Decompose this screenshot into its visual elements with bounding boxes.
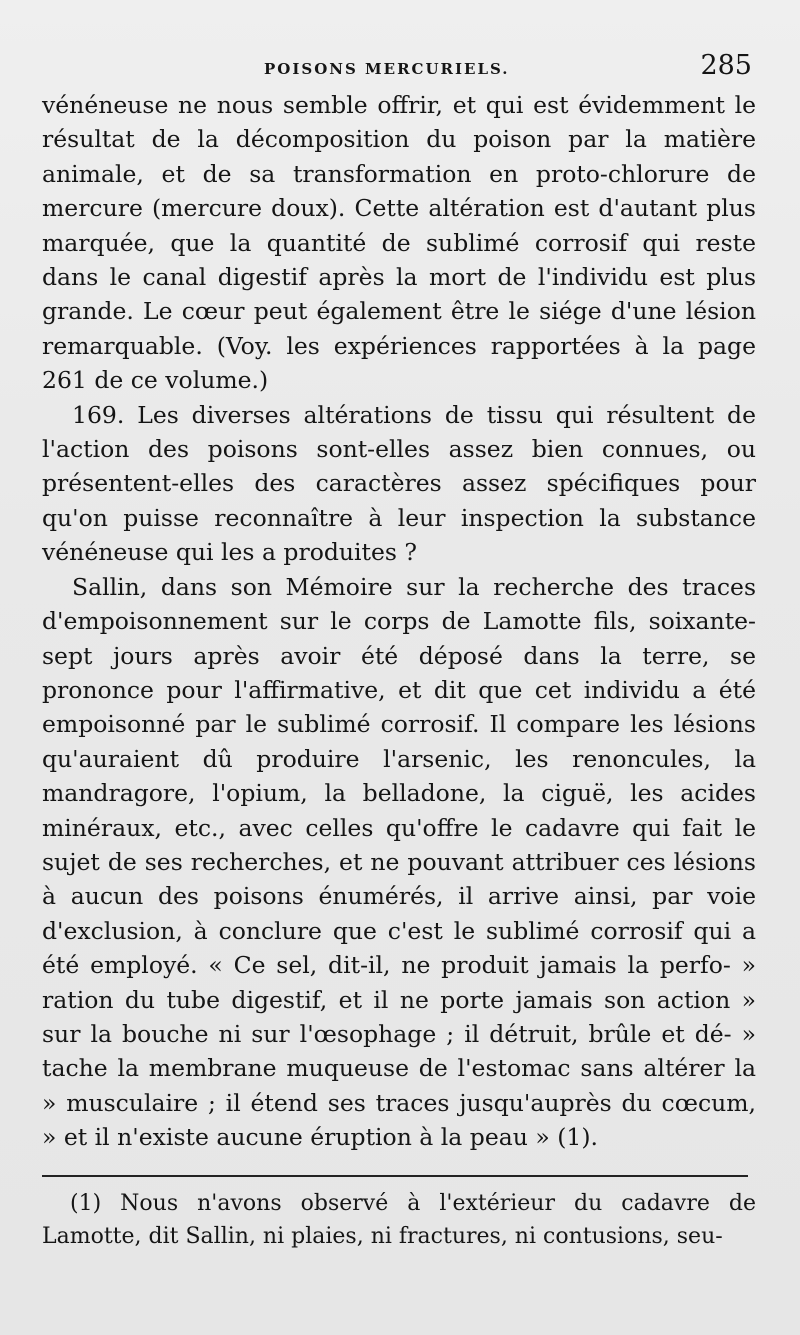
footnote: (1) Nous n'avons observé à l'extérieur du cadavre de Lamotte, dit Sallin, ni plaies, ni fractures, ni contusions, seu- [42,1190,756,1249]
page-number: 285 [700,50,752,81]
footnote-divider [42,1175,748,1177]
paragraph-169: 169. Les diverses altérations de tissu qui résultent de l'action des poisons sont-elles assez bien connues, ou présentent-elles des caractères assez spécifiques pour qu'on puisse reconnaître à leur inspection la substance vénéneuse qui les a produites ? [42,400,756,567]
running-head [42,50,756,88]
paragraph-continuation: vénéneuse ne nous semble offrir, et qui est évidemment le résultat de la décomposition du poison par la matière animale, et de sa transformation en proto-chlorure de mercure (mercure doux). Cette altération est d'autant plus marquée, que la quantité de sublimé corrosif qui reste dans le canal digestif après la mort de l'individu est plus grande. Le cœur peut également être le siége d'une lésion remarquable. (Voy. les expériences rapportées à la page 261 de ce volume.) [42,91,756,395]
running-title: POISONS MERCURIELS. [264,60,510,78]
paragraph-sallin: Sallin, dans son Mémoire sur la recherche des traces d'empoisonnement sur le corps de Lamotte fils, soixante-sept jours après avoir été déposé dans la terre, se prononce pour l'affirmative, et dit que cet individu a été empoisonné par le sublimé corrosif. Il compare les lésions qu'auraient dû produire l'arsenic, les renoncules, la mandragore, l'opium, la belladone, la ciguë, les acides minéraux, etc., avec celles qu'offre le cadavre qui fait le sujet de ses recherches, et ne pouvant attribuer ces lésions à aucun des poisons énumérés, il arrive ainsi, par voie d'exclusion, à conclure que c'est le sublimé corrosif qui a été employé. « Ce sel, dit-il, ne produit jamais la perfo- » ration du tube digestif, et il ne porte jamais son action » sur la bouche ni sur l'œsophage ; il détruit, brûle et dé- » tache la membrane muqueuse de l'estomac sans altérer la » musculaire ; il étend ses traces jusqu'auprès du cœcum, » et il n'existe aucune éruption à la peau » (1). [42,572,756,1152]
body-text [42,88,756,1155]
